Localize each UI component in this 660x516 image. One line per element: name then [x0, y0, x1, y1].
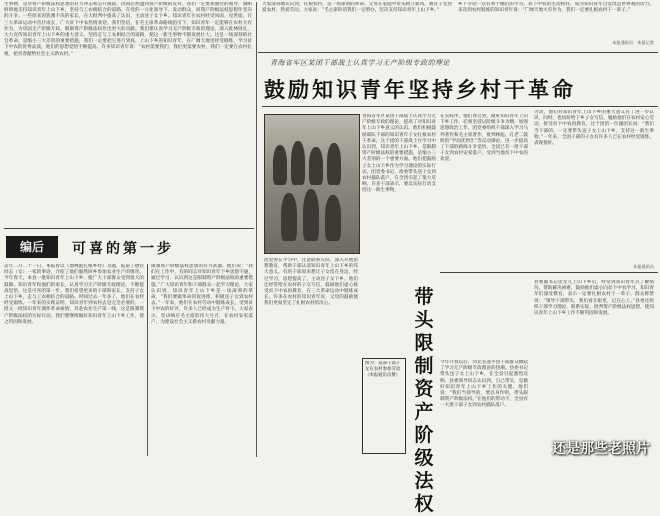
main-col-1: 青海省军区某团干部战士认真学习无产阶级专政的理论，提高了对知识青年上山下乡意义的认识。他们积极鼓励部队干部的知识青年子女扎根农村干革命。这个团的干部战士在学习中认识到，知识青年上山下乡，是限制资产阶级法权的重要措施，是缩小三大差别的一个重要方面。他们把鼓励子女上山下乡作为学习理论的实际行动。团党委书记、政委带头送子女到农村插队落户，在全团引起了很大反响。许多干部表示，要以实际行动支持这一新生事物。 — [362, 114, 436, 194]
main-article-kicker: 青海省军区某团干部战士认真学习无产阶级专政的理论 — [270, 59, 450, 67]
main-article-byline: 本报通讯员 — [633, 264, 654, 269]
main-col-3: 在实践中，他们体会到，做好知识青年上山下乡工作，必须坚持以阶级斗争为纲，加强思想政治工作。团党委组织干部深入学习马列著作和毛主席著作，批判林彪、孔老二鼓吹的“学而优则仕”等反动谬论，进一步提高了干部的路线斗争觉悟。全团已有一批干部子女到农村安家落户，受到当地贫下中农的欢迎。 — [440, 114, 528, 163]
photo-figure — [273, 145, 287, 185]
main-col-2: 团党委在学习中，注意联系实际，深入开展思想教育，帮助干部认清知识青年上山下乡的伟大意义。有的干部原来想让子女留在身边，经过学习，思想提高了，主动送子女下乡。他们还经常给在农村的子女写信，鼓励他们虚心接受贫下中农再教育，在三大革命运动中锻炼成长。许多在农村的知识青年说，父母的鼓励使我们更加坚定了扎根农村的决心。 — [264, 258, 358, 307]
main-article-photo — [264, 114, 360, 254]
vertical-col-1: 今年开春以后，河北省遂平县干部群众掀起了学习无产阶级专政理论的热潮。县委书记带头送子女上山下乡，在全县引起强烈反响。县委领导同志认识到，自己带头，是做好知识青年上山下乡工作的关键。他们说：“我们当领导的，要以身作则，带头限制资产阶级法权。”在他们的带动下，全县有一大批干部子女到农村插队落户。 — [440, 360, 528, 409]
photo-figure — [291, 141, 305, 185]
photo-caption-box — [362, 358, 406, 454]
main-title-rule — [262, 106, 658, 107]
left-column-rule — [256, 2, 257, 457]
top-middle-text: 大家深刻地认识到，扎根农村，是一场深刻的革命。父母在家庭中带头树立新风，教育子女热爱农村，热爱劳动。大家说：“毛主席的话我们一定照办，坚决支持知识青年上山下乡。” — [262, 2, 452, 14]
vertical-article-title: 带头限制资产阶级法权 — [414, 286, 434, 515]
photo-figure — [309, 147, 323, 185]
top-right-byline: 本报通讯员 本报记者 — [612, 40, 654, 45]
lower-middle-text: 限制资产阶级法权思想的有力武器。他们说：“我们在工作中，有的同志对知识青年下乡思想不通，通过学习，认识到这是限制资产阶级法权的重要措施。”广大知识青年和干部群众一起学习理论，大家认识到，知识青年上山下乡是一场深刻的革命，“我们要做革命的促进派，积极送子女到农村去。”一年来，他们在农村劳动中锻炼成长，受到贫下中农的好评，许多人已经成为生产骨干。大家表示，坚决响应毛主席的伟大号召，在农村安家落户，为建设社会主义新农村贡献力量。 — [151, 264, 253, 325]
vertical-col-2: 县委副书记送女儿上山下乡后，经常到知识青年点了解情况，帮助解决困难，鼓励他们虚心向贫下中农学习。知识青年们深受教育，表示一定要扎根农村干一辈子。群众称赞说：“领导干部带头，我们看在眼里，记在心上。”县委还组织干部学习理论，联系实际，批判资产阶级法权思想，使知识青年上山下乡工作不断巩固和发展。 — [534, 280, 654, 317]
editor-note-badge: 编后 — [6, 236, 58, 258]
editor-note-title: 可喜的第一步 — [72, 241, 174, 257]
vertical-section-rule — [440, 272, 658, 273]
photo-figure — [325, 195, 341, 241]
top-rule — [258, 52, 658, 53]
watermark-text: 还是那些老照片 — [552, 441, 650, 457]
photo-caption: 图为：某部干部子女在农村参加劳动（本报通讯员摄） — [365, 361, 401, 378]
photo-figure — [281, 193, 297, 241]
left-top-article: 生事物，是对资产阶级法权思想的有力冲击和公开挑战，因而必然遭到资产阶级的反对。我们一定要加强党的领导，旗帜鲜明地支持知识青年上山下乡，坚持与工农相结合的道路。在党的一元化领导下，发动群众，同资产阶级法权思想作坚决的斗争。一些原来因犹豫不决的家长，在大批判中提高了认识，主动送子女下乡。知识青年在农村经受风雨，见世面，在三大革命运动中茁壮成长，广大贫下中农热情欢迎。我们坚信，在毛主席革命路线指引下，知识青年一定能够在农村大有作为，为巩固无产阶级专政，限制资产阶级法权作出更大的贡献。我们要认真学习无产阶级专政的理论，深入批林批孔，大力宣传知识青年上山下乡的重大意义，坚持走与工农相结合的道路，使这一新生事物不断发展壮大。这是一场深刻的社会革命，是缩小三大差别的重要措施，我们一定要把它进行到底。上山下乡的知识青年，在广阔天地里经受锻炼，学习贫下中农的优秀品质，他们的思想觉悟不断提高。许多知识青年说：“农村需要我们，我们更需要农村，我们一定要在农村扎根，把青春献给社会主义新农村。” — [4, 2, 252, 57]
photo-figure — [303, 189, 319, 241]
editor-note-body: 去年二月二十一日，本报曾以《他林彪扎根乡村》为题，报道了德钦同志（女）一家的事迹，介绍了他们毅然回乡参加农业生产的情况。今年春天，本县一批知识青年上山下乡，使广大干部群众受到很大的鼓舞。知识青年和他们的家长，认真学习无产阶级专政理论，不断提高觉悟，这是可喜的第一步。我们希望更多的干部和家长，支持子女上山下乡，走与工农相结合的道路。时间过去一年多了，他们在农村经受锻炼，一年来的实践证明，知识青年到农村去是完全必要的。一批又一批知识青年满怀革命豪情，奔赴农业生产第一线，这是限制资产阶级法权的实际行动。我们要继续做好知识青年上山下乡工作，使之巩固和发展。 — [4, 264, 144, 325]
editor-note-divider — [147, 264, 148, 456]
left-section-rule — [4, 228, 254, 229]
top-right-text: 乡下劳动一次有利于她们的学习。贫下中农的生动榜样，成为知识青年自觉改造世界观的动力。多次到农村锻炼的知识青年说：“广阔天地大有作为，我们一定要扎根农村干一辈子。” — [458, 2, 654, 14]
main-col-4: 劳动，他们对知识青年上山下乡的重大意义有了进一步认识，同时，也纷纷给下乡子女写信，勉励他们在农村安心劳动，接受贫下中农再教育。这个团的一位副团长说：“我们当干部的，一定要带头送子女上山下乡，支持这一新生事物。”一年来，全团干部的子女有许多人已在农村经受锻炼，表现很好。 — [534, 110, 654, 147]
photo-figure — [327, 143, 341, 185]
main-article-title: 鼓励知识青年坚持乡村干革命 — [264, 78, 576, 102]
